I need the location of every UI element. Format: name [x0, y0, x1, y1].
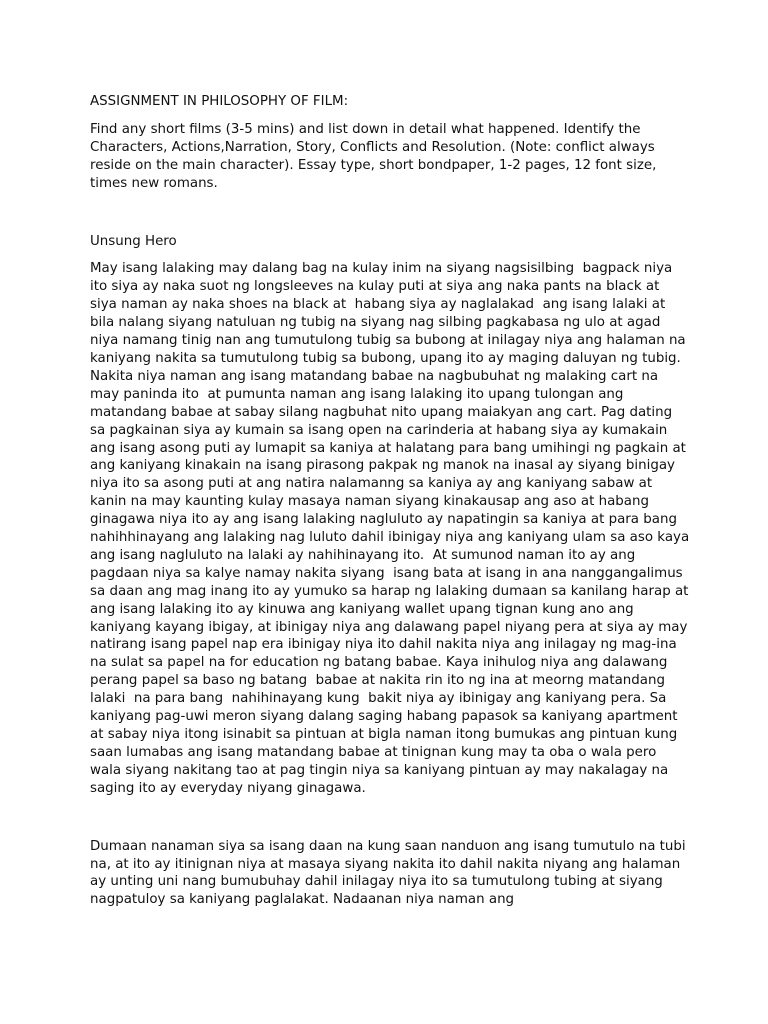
story-paragraph-2: Dumaan nanaman siya sa isang daan na kung saan nanduon ang isang tumutulo na tubi na, at ito ay itinignan niya at masaya siyang nakita ito dahil nakita niyang ang halaman ay unting uni nang bumubuhay dahil inilagay niya ito sa tumutulong tubing at siyang nagpatuloy sa kaniyang paglalakat. Nadaanan niya naman ang — [90, 838, 690, 908]
story-paragraph-1: May isang lalaking may dalang bag na kulay inim na siyang nagsisilbing bagpack niya ito siya ay naka suot ng longsleeves na kulay puti at siya ang naka pants na black at siya naman ay naka shoes na black at habang siya ay naglalakad ang isang lalaki at bila nalang siyang natuluan ng tubig na siyang nag silbing pagkabasa ng ulo at agad niya namang tinig nan ang tumutulong tubig sa bubong at inilagay niya ang halaman na kaniyang nakita sa tumutulong tubig sa bubong, upang ito ay maging daluyan ng tubig. Nakita niya naman ang isang matandang babae na nagbubuhat ng malaking cart na may paninda ito at pumunta naman ang isang lalaking ito upang tulongan ang matandang babae at sabay silang nagbuhat nito upang maiakyan ang cart. Pag dating sa pagkainan siya ay kumain sa isang open na carinderia at habang siya ay kumakain ang isang asong puti ay lumapit sa kaniya at halatang para bang umihingi ng pagkain at ang kaniyang kinakain na isang pirasong pakpak ng manok na inasal ay siyang binigay niya ito sa asong puti at ang natira nalamanng sa kaniya ay ang kaniyang sabaw at kanin na may kaunting kulay masaya naman siyang kinakausap ang aso at habang ginagawa niya ito ay ang isang lalaking nagluluto ay napatingin sa kaniya at para bang nahihhinayang ang lalaking nag luluto dahil ibinigay niya ang kaniyang ulam sa aso kaya ang isang nagluluto na lalaki ay nahihinayang ito. At sumunod naman ito ay ang pagdaan niya sa kalye namay nakita siyang isang bata at isang in ana nanggangalimus sa daan ang mag inang ito ay yumuko sa harap ng lalaking dumaan sa kanilang harap at ang isang lalaking ito ay kinuwa ang kaniyang wallet upang tignan kung ano ang kaniyang kayang ibigay, at ibinigay niya ang dalawang papel niyang pera at siya ay may natirang isang papel nap era ibinigay niya ito dahil nakita niya ang inilagay ng mag-ina na sulat sa papel na for education ng batang babae. Kaya inihulog niya ang dalawang perang papel sa baso ng batang babae at nakita rin ito ng ina at meorng matandang lalaki na para bang nahihinayang kung bakit niya ay ibinigay ang kaniyang pera. Sa kaniyang pag-uwi meron siyang dalang saging habang papasok sa kaniyang apartment at sabay niya itong isinabit sa pintuan at bigla naman itong bumukas ang pintuan kung saan lumabas ang isang matandang babae at tinignan kung may ta oba o wala pero wala siyang nakitang tao at pag tingin niya sa kaniyang pintuan ay may nakalagay na saging ito ay everyday niyang ginagawa. — [90, 261, 694, 796]
story-title: Unsung Hero — [90, 233, 177, 249]
assignment-heading: ASSIGNMENT IN PHILOSOPHY OF FILM: — [90, 94, 349, 109]
assignment-instructions: Find any short films (3-5 mins) and list down in detail what happened. Identify the Characters, Actions,Narration, Story, Conflicts and Resolution. (Note: conflict always reside on the main character). Essay type, short bondpaper, 1-2 pages, 12 font size, times new romans. — [90, 121, 661, 191]
document-body — [90, 93, 694, 909]
